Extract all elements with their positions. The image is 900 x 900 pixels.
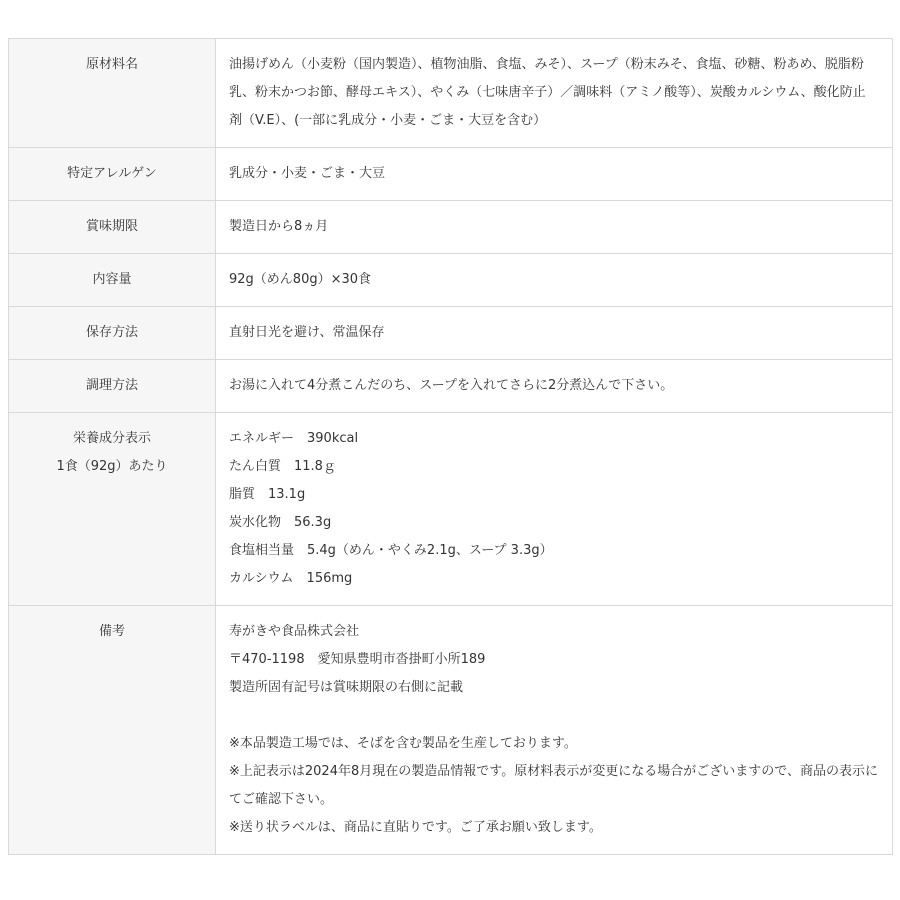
table-row-storage	[9, 307, 893, 360]
nutrition-carbohydrate: 炭水化物 56.3g	[229, 515, 332, 530]
notes-factory-allergen: ※本品製造工場では、そばを含む製品を生産しております。	[229, 736, 577, 751]
notes-spacer	[229, 702, 878, 730]
row-label-storage: 保存方法	[9, 307, 216, 360]
product-spec-table	[8, 38, 893, 855]
row-label-allergens: 特定アレルゲン	[9, 148, 216, 201]
notes-address: 〒470-1198 愛知県豊明市沓掛町小所189	[229, 652, 486, 667]
notes-info-date: ※上記表示は2024年8月現在の製造品情報です。原材料表示が変更になる場合がございますので、商品の表示にてご確認下さい。	[229, 764, 878, 807]
row-value-ingredients: 油揚げめん（小麦粉（国内製造）、植物油脂、食塩、みそ）、スープ（粉末みそ、食塩、砂糖、粉あめ、脱脂粉乳、粉末かつお節、酵母エキス）、やくみ（七味唐辛子）／調味料（アミノ酸等）、炭酸カルシウム、酸化防止剤（V.E）、(一部に乳成分・小麦・ごま・大豆を含む）	[216, 39, 893, 148]
notes-factory-code: 製造所固有記号は賞味期限の右側に記載	[229, 680, 464, 695]
nutrition-protein: たん白質 11.8ｇ	[229, 459, 336, 474]
table-row-nutrition	[9, 413, 893, 606]
nutrition-fat: 脂質 13.1g	[229, 487, 306, 502]
table-row-cooking	[9, 360, 893, 413]
row-label-ingredients: 原材料名	[9, 39, 216, 148]
table-row-notes	[9, 606, 893, 855]
row-value-cooking: お湯に入れて4分煮こんだのち、スープを入れてさらに2分煮込んで下さい。	[216, 360, 893, 413]
row-label-nutrition	[9, 413, 216, 606]
row-value-contents: 92g（めん80g）×30食	[216, 254, 893, 307]
table-row-best-before	[9, 201, 893, 254]
nutrition-label-title: 栄養成分表示	[72, 431, 151, 446]
nutrition-energy: エネルギー 390kcal	[229, 431, 359, 446]
row-label-cooking: 調理方法	[9, 360, 216, 413]
row-value-allergens: 乳成分・小麦・ごま・大豆	[216, 148, 893, 201]
nutrition-label-serving: 1食（92g）あたり	[56, 459, 168, 474]
nutrition-calcium: カルシウム 156mg	[229, 571, 353, 586]
row-label-best-before: 賞味期限	[9, 201, 216, 254]
row-value-storage: 直射日光を避け、常温保存	[216, 307, 893, 360]
row-label-contents: 内容量	[9, 254, 216, 307]
row-value-notes	[216, 606, 893, 855]
table-row-contents	[9, 254, 893, 307]
notes-manufacturer: 寿がきや食品株式会社	[229, 624, 360, 639]
table-row-allergens	[9, 148, 893, 201]
row-label-notes: 備考	[9, 606, 216, 855]
row-value-best-before: 製造日から8ヵ月	[216, 201, 893, 254]
nutrition-salt: 食塩相当量 5.4g（めん・やくみ2.1g、スープ 3.3g）	[229, 543, 553, 558]
row-value-nutrition	[216, 413, 893, 606]
notes-shipping-label: ※送り状ラベルは、商品に直貼りです。ご了承お願い致します。	[229, 820, 602, 835]
table-row-ingredients	[9, 39, 893, 148]
